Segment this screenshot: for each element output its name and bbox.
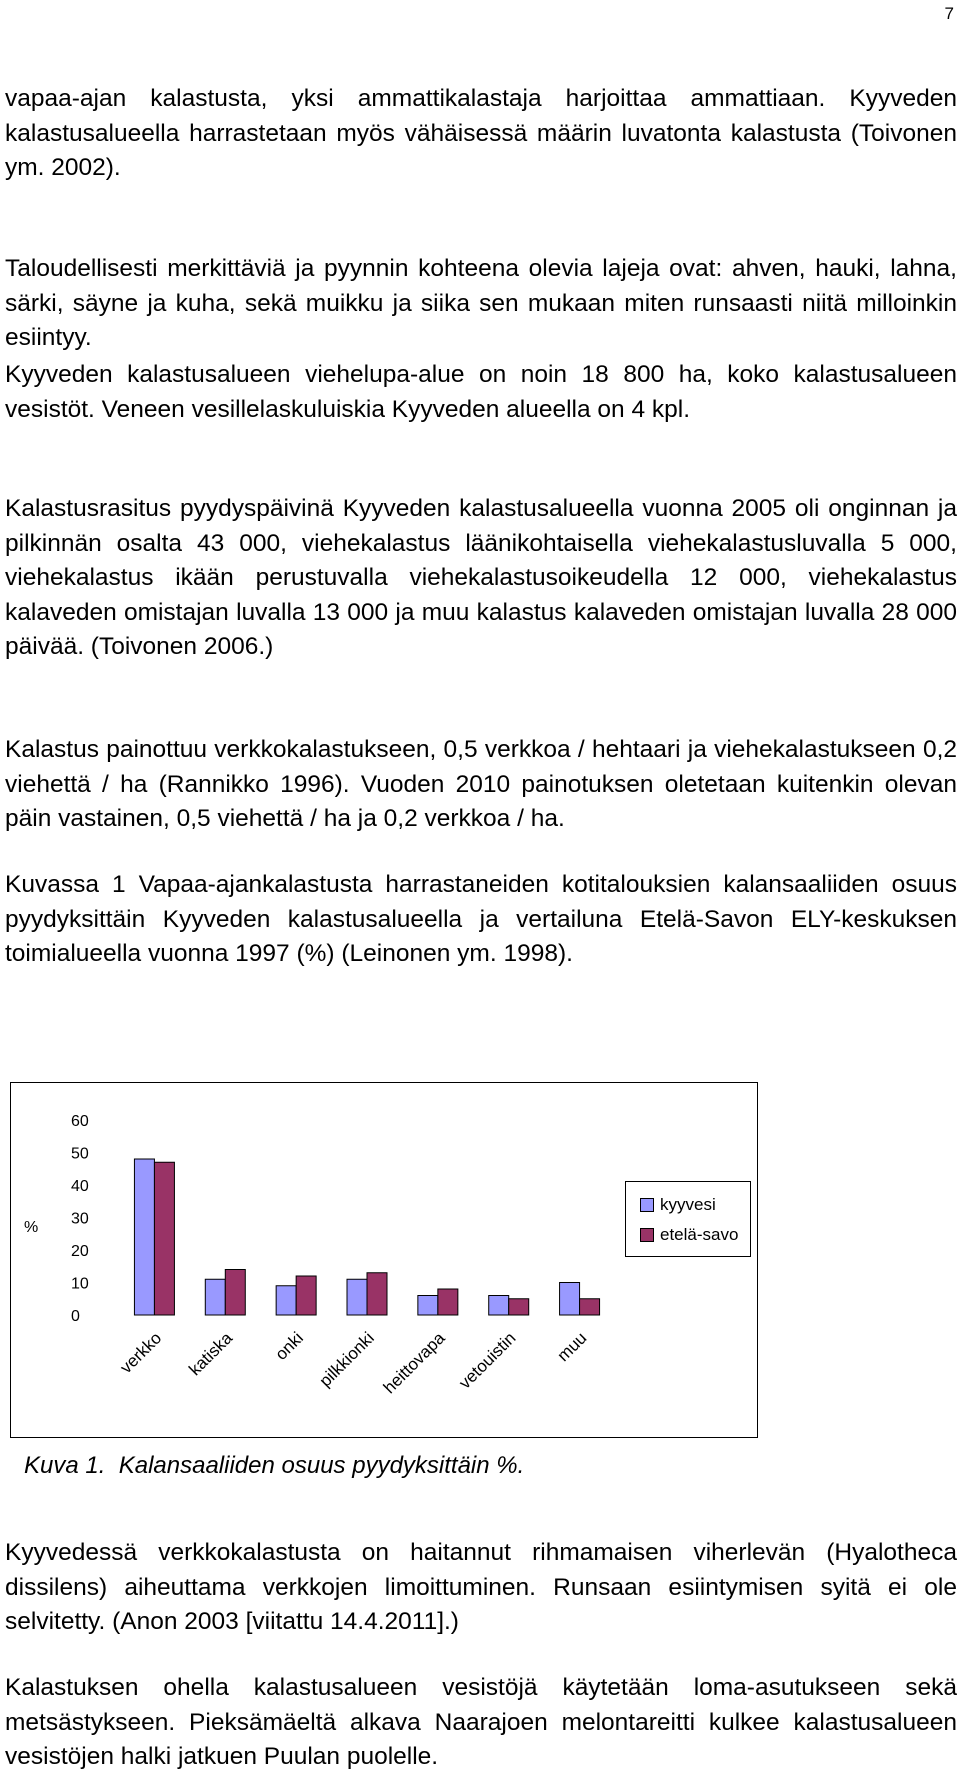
y-tick-label: 10 [71,1275,89,1293]
legend-label-etela-savo: etelä-savo [660,1225,739,1244]
legend-swatch-kyyvesi [640,1198,654,1212]
bar-etelä-savo-verkko [154,1162,174,1315]
paragraph-algae-problem: Kyyvedessä verkkokalastusta on haitannut rihmamaisen viherlevän (Hyalotheca dissilens) aiheuttama verkkojen limoittuminen. Runsaan esiintymisen syitä ei ole selvitetty. (Anon 2003 [viitattu 14.4.2011].) [5,1539,957,1635]
chart-legend [625,1181,751,1257]
paragraph-fishing-pressure: Kalastusrasitus pyydyspäivinä Kyyveden kalastusalueella vuonna 2005 oli onginnan ja pilkinnän osalta 43 000, viehekalastus läänikohtaisella viehekalastusluvalla 5 000, viehekalastus ikään perustuvalla viehekalastusoikeudella 12 000, viehekalastus kalaveden omistajan luvalla 13 000 ja muu kalastus kalaveden omistajan luvalla 28 000 päivää. (Toivonen 2006.) [5,495,957,660]
x-axis-labels [116,1328,590,1397]
catch-share-chart [10,1082,758,1438]
x-tick-label-pilkkionki: pilkkionki [315,1328,378,1391]
y-tick-label: 60 [71,1113,89,1130]
bar-etelä-savo-vetouistin [509,1299,529,1315]
y-tick-label: 50 [71,1145,89,1163]
paragraph-lure-permit-area: Kyyveden kalastusalueen viehelupa-alue on noin 18 800 ha, koko kalastusalueen vesistöt. Veneen vesillelaskuluiskia Kyyveden alueella on 4 kpl. [5,361,957,423]
x-tick-label-katiska: katiska [185,1328,237,1380]
legend-swatch-etela-savo [640,1228,654,1242]
bar-etelä-savo-heittovapa [438,1289,458,1315]
bar-kyyvesi-vetouistin [489,1296,509,1316]
y-tick-label: 0 [71,1308,80,1325]
bar-kyyvesi-muu [560,1283,580,1316]
bar-etelä-savo-onki [296,1276,316,1315]
bar-etelä-savo-muu [580,1299,600,1315]
bar-kyyvesi-heittovapa [418,1296,438,1316]
figure-caption: Kuva 1. Kalansaaliiden osuus pyydyksittäin %. [24,1452,525,1479]
legend-item-etela-savo [640,1225,738,1245]
x-tick-label-muu: muu [553,1328,591,1366]
bar-series [134,1159,599,1315]
y-tick-label: 40 [71,1178,89,1195]
bar-kyyvesi-katiska [205,1279,225,1315]
y-axis-label: % [24,1219,39,1236]
paragraph-figure-reference: Kuvassa 1 Vapaa-ajankalastusta harrastaneiden kotitalouksien kalansaaliiden osuus pyydyksittäin Kyyveden kalastusalueella ja vertailuna Etelä-Savon ELY-keskuksen toimialueella vuonna 1997 (%) (Leinonen ym. 1998). [5,871,957,967]
paragraph-recreational-fishing: vapaa-ajan kalastusta, yksi ammattikalastaja harjoittaa ammattiaan. Kyyveden kalastusalueella harrastetaan myös vähäisessä määrin luvatonta kalastusta (Toivonen ym. 2002). [5,85,957,181]
bar-etelä-savo-pilkkionki [367,1273,387,1315]
page-number: 7 [944,4,954,23]
y-axis-ticks [71,1113,89,1325]
bar-etelä-savo-katiska [225,1270,245,1316]
chart-canvas [11,1083,757,1437]
legend-item-kyyvesi [640,1195,716,1215]
x-tick-label-verkko: verkko [116,1328,166,1378]
x-tick-label-vetouistin: vetouistin [455,1328,520,1393]
bar-kyyvesi-verkko [134,1159,154,1315]
bar-kyyvesi-pilkkionki [347,1279,367,1315]
paragraph-other-uses: Kalastuksen ohella kalastusalueen vesistöjä käytetään loma-asutukseen sekä metsästykseen. Pieksämäeltä alkava Naarajoen melontareitti kulkee kalastusalueen vesistöjen halki jatkuen Puulan puolelle. [5,1674,957,1770]
bar-kyyvesi-onki [276,1286,296,1315]
paragraph-net-fishing-emphasis: Kalastus painottuu verkkokalastukseen, 0,5 verkkoa / hehtaari ja viehekalastukseen 0,2 viehettä / ha (Rannikko 1996). Vuoden 2010 painotuksen oletetaan kuitenkin olevan päin vastainen, 0,5 viehettä / ha ja 0,2 verkkoa / ha. [5,736,957,832]
y-tick-label: 30 [71,1210,89,1228]
x-tick-label-heittovapa: heittovapa [379,1328,449,1398]
paragraph-economic-species: Taloudellisesti merkittäviä ja pyynnin kohteena olevia lajeja ovat: ahven, hauki, lahna, särki, säyne ja kuha, sekä muikku ja siika sen mukaan miten runsaasti niitä milloinkin esiintyy. [5,255,957,351]
y-tick-label: 20 [71,1243,89,1260]
x-tick-label-onki: onki [271,1328,307,1364]
legend-label-kyyvesi: kyyvesi [660,1195,716,1214]
